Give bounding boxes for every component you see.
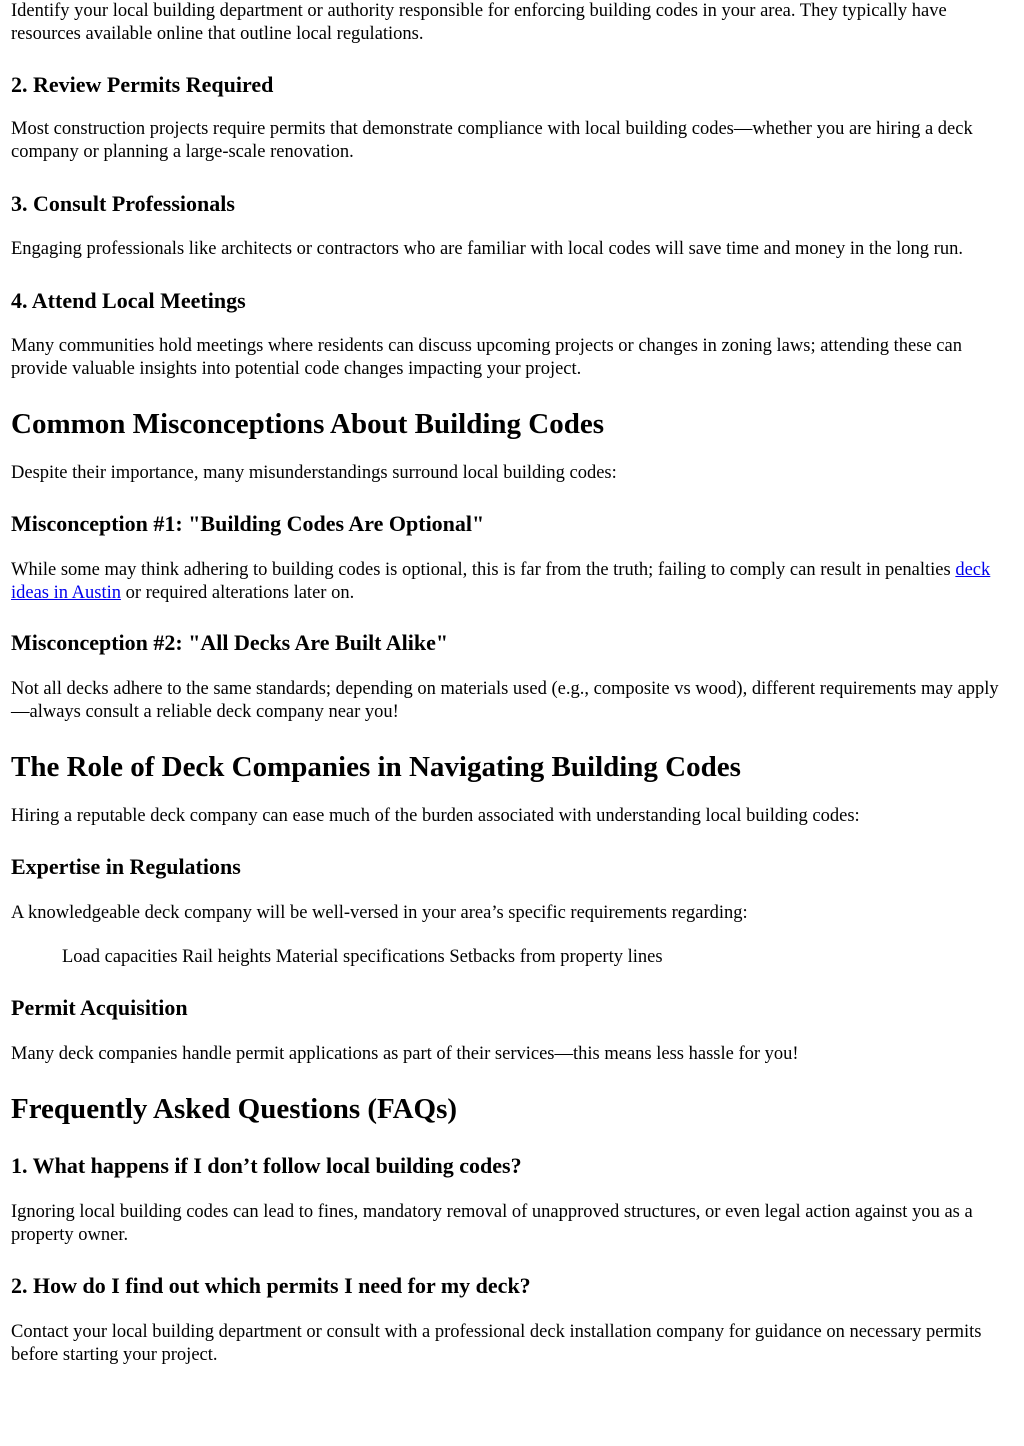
expertise-paragraph: A knowledgeable deck company will be well-versed in your area’s specific requirements regarding:	[11, 903, 748, 923]
permit-acquisition-paragraph: Many deck companies handle permit applications as part of their services—this means less hassle for you!	[11, 1044, 799, 1064]
requirements-list: Load capacities Rail heights Material specifications Setbacks from property lines	[62, 947, 663, 967]
section-heading-deck-companies-role: The Role of Deck Companies in Navigating Building Codes	[11, 751, 741, 783]
section-heading-misconceptions: Common Misconceptions About Building Codes	[11, 408, 604, 440]
misconception-1-text-after: or required alterations later on.	[120, 583, 355, 603]
faq-2-answer: Contact your local building department or consult with a professional deck installation company for guidance on necessary permits before starting your project.	[11, 1322, 982, 1365]
attend-meetings-paragraph: Many communities hold meetings where residents can discuss upcoming projects or changes in zoning laws; attending these can provide valuable insights into potential code changes impacting your project.	[11, 336, 962, 379]
misconception-1-text-before: While some may think adhering to building codes is optional, this is far from the truth; failing to comply can result in penalties	[11, 560, 956, 580]
intro-paragraph: Identify your local building department or authority responsible for enforcing building codes in your area. They typically have resources available online that outline local regulations.	[11, 1, 947, 44]
misconception-2-heading: Misconception #2: "All Decks Are Built Alike"	[11, 630, 449, 655]
misconception-1-paragraph	[11, 559, 1014, 605]
section-heading-attend-meetings: 4. Attend Local Meetings	[11, 288, 246, 313]
deck-companies-intro-paragraph: Hiring a reputable deck company can ease much of the burden associated with understanding local building codes:	[11, 806, 860, 826]
section-heading-review-permits: 2. Review Permits Required	[11, 72, 274, 97]
misconceptions-intro-paragraph: Despite their importance, many misunderstandings surround local building codes:	[11, 463, 617, 483]
section-heading-consult-professionals: 3. Consult Professionals	[11, 191, 235, 216]
misconception-2-paragraph: Not all decks adhere to the same standards; depending on materials used (e.g., composite vs wood), different requirements may apply—always consult a reliable deck company near you!	[11, 679, 999, 722]
permit-acquisition-heading: Permit Acquisition	[11, 995, 188, 1020]
expertise-heading: Expertise in Regulations	[11, 854, 241, 879]
section-heading-faqs: Frequently Asked Questions (FAQs)	[11, 1093, 458, 1125]
misconception-1-heading: Misconception #1: "Building Codes Are Optional"	[11, 511, 485, 536]
review-permits-paragraph: Most construction projects require permits that demonstrate compliance with local building codes—whether you are hiring a deck company or planning a large-scale renovation.	[11, 119, 973, 162]
faq-1-heading: 1. What happens if I don’t follow local building codes?	[11, 1153, 522, 1178]
consult-professionals-paragraph: Engaging professionals like architects or contractors who are familiar with local codes will save time and money in the long run.	[11, 239, 963, 259]
faq-2-heading: 2. How do I find out which permits I need for my deck?	[11, 1273, 531, 1298]
faq-1-answer: Ignoring local building codes can lead to fines, mandatory removal of unapproved structures, or even legal action against you as a property owner.	[11, 1202, 973, 1245]
deck-ideas-austin-link[interactable]: deck ideas in Austin	[11, 560, 991, 603]
